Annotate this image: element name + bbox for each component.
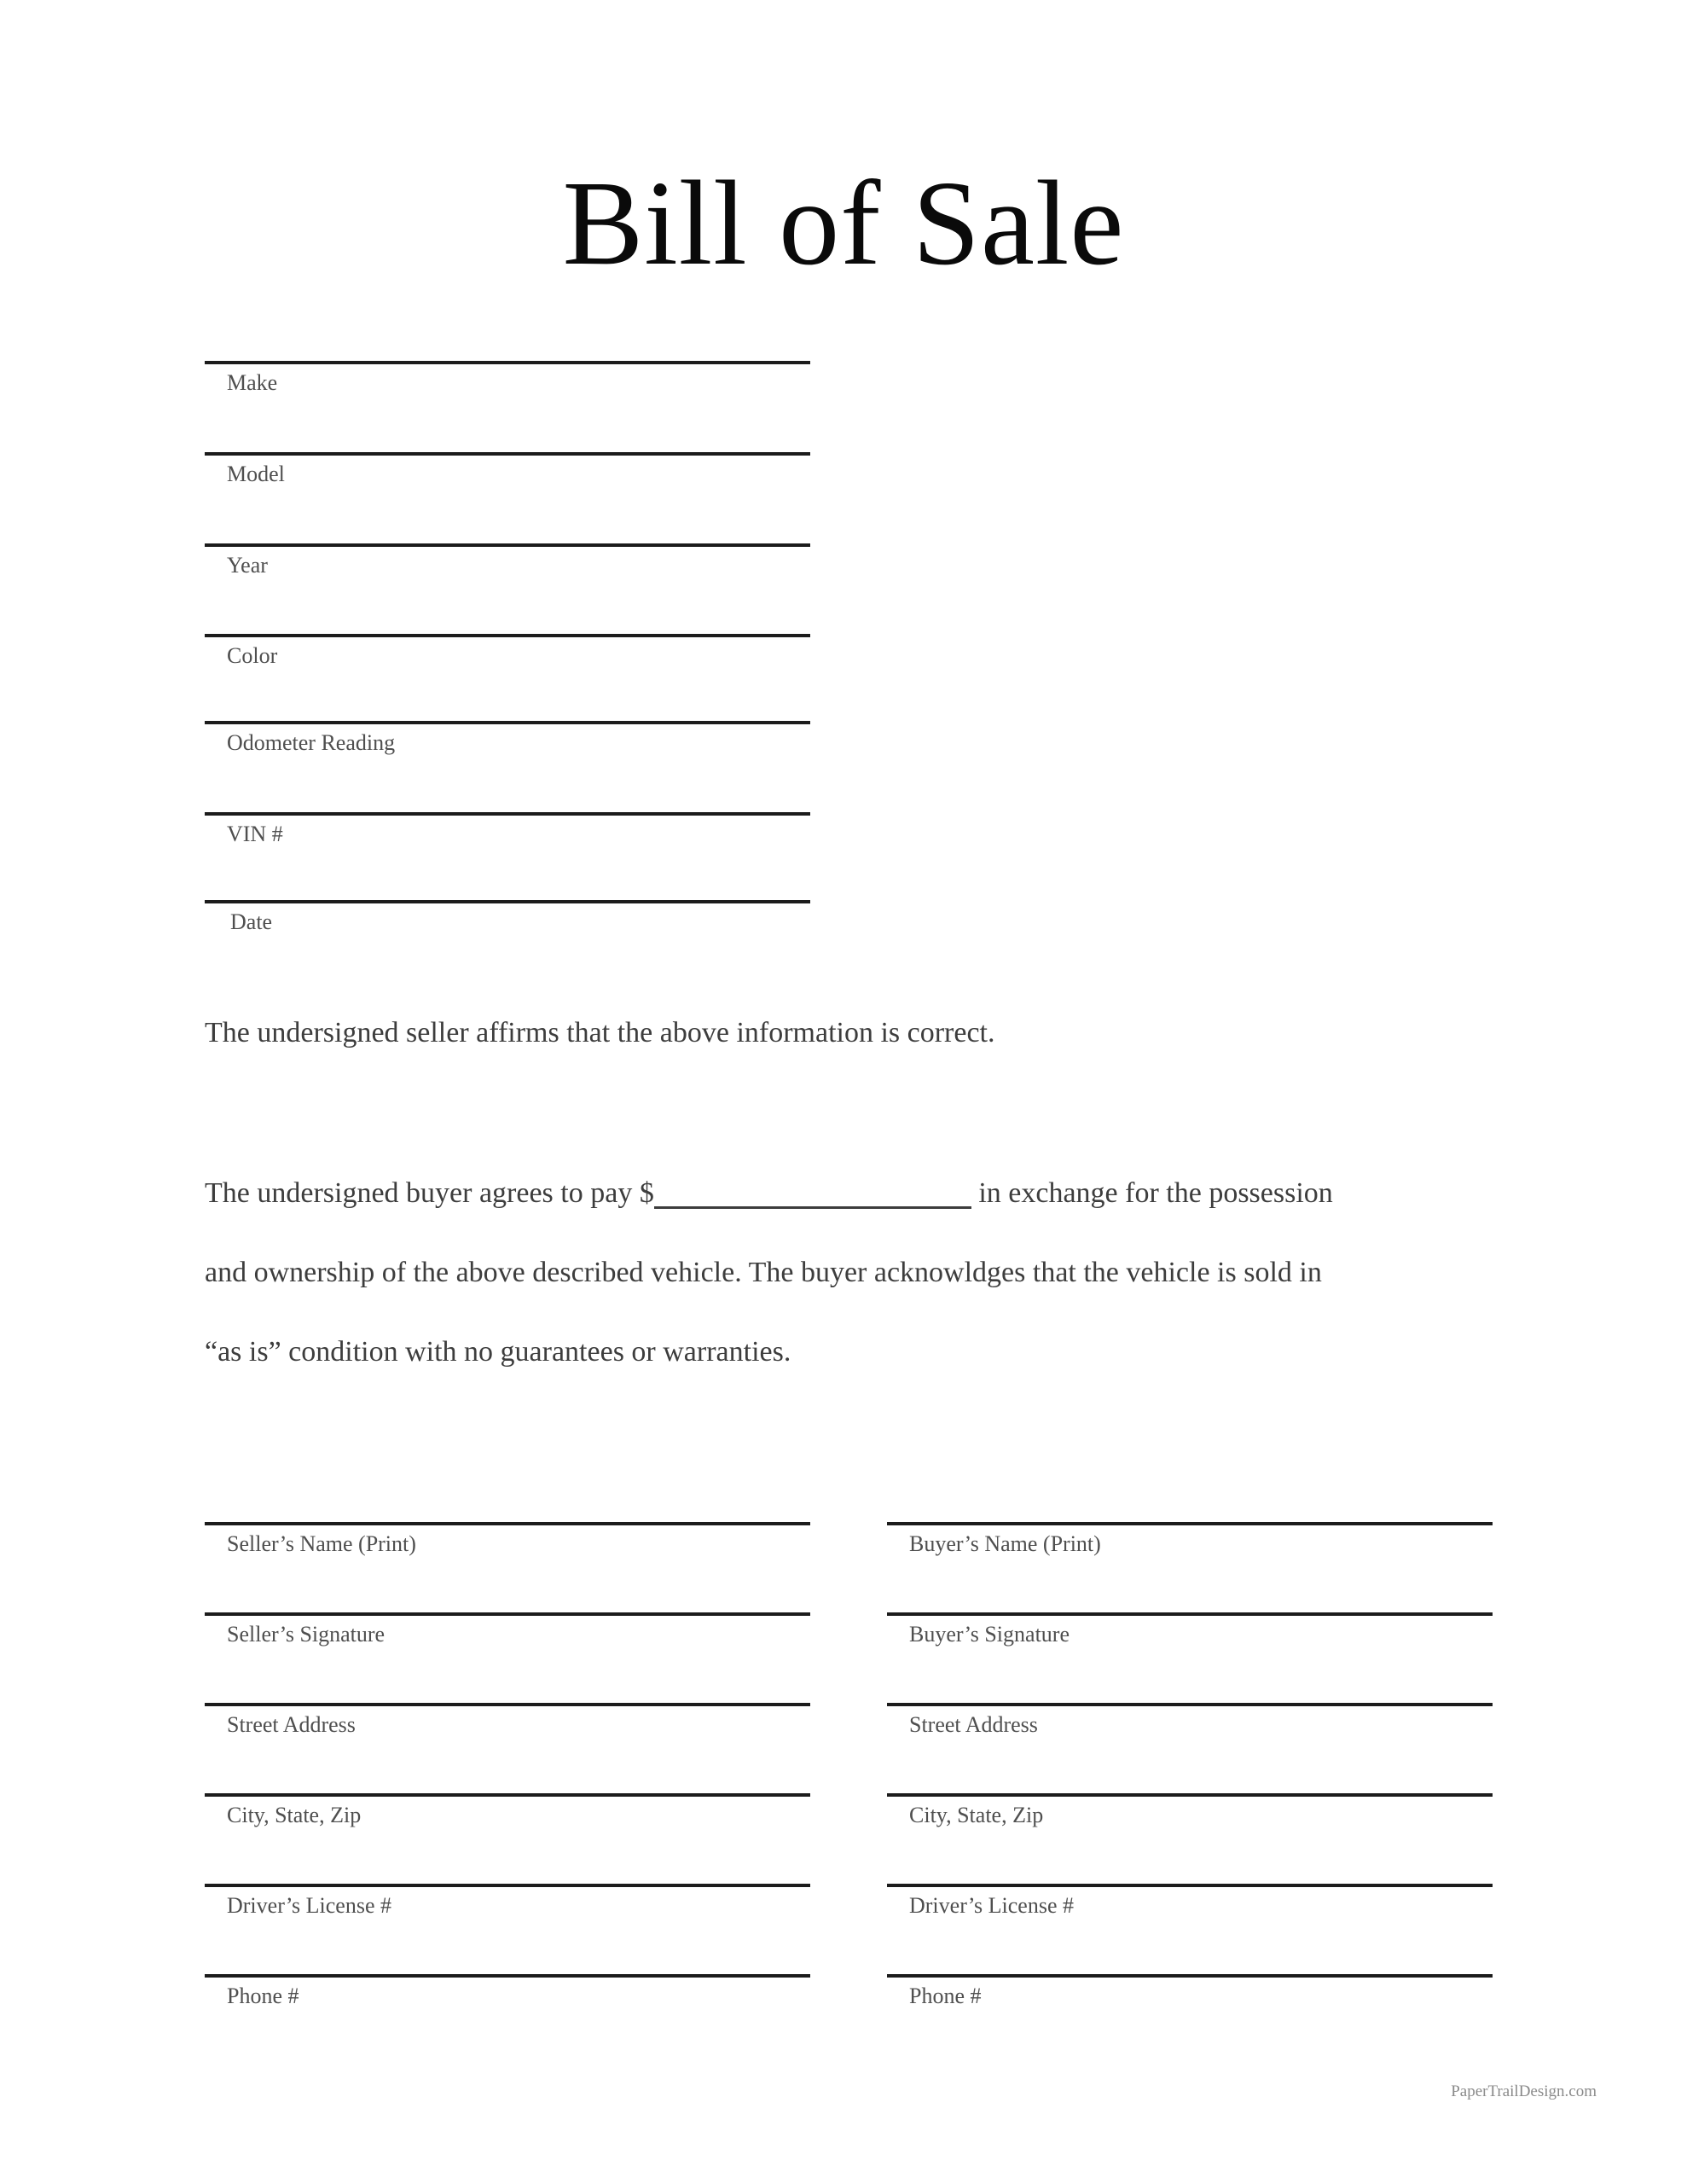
seller-street-address-label: Street Address (227, 1712, 356, 1737)
page-title: Bill of Sale (562, 155, 1125, 290)
buyer-phone-label: Phone # (909, 1984, 982, 2008)
year-label: Year (227, 553, 268, 578)
buyer-agreement-line-1 (205, 1179, 1333, 1208)
seller-signature-label: Seller’s Signature (227, 1622, 386, 1647)
color-field-line[interactable] (205, 634, 810, 700)
buyer-agreement-line-1-before: The undersigned buyer agrees to pay $ (205, 1177, 654, 1209)
make-field-line[interactable] (205, 361, 810, 427)
buyer-street-address-label: Street Address (909, 1712, 1038, 1737)
seller-name-field-line[interactable] (205, 1522, 810, 1589)
vin-label: VIN # (227, 822, 283, 846)
buyer-phone-field-line[interactable] (887, 1974, 1493, 2041)
buyer-street-address-field-line[interactable] (887, 1703, 1493, 1769)
buyer-drivers-license-label: Driver’s License # (909, 1893, 1075, 1918)
model-label: Model (227, 462, 285, 486)
buyer-agreement-line-1-after: in exchange for the possession (971, 1177, 1333, 1209)
buyer-name-label: Buyer’s Name (Print) (909, 1531, 1101, 1556)
seller-affirmation-text: The undersigned seller affirms that the above information is correct. (205, 1017, 995, 1048)
buyer-signature-label: Buyer’s Signature (909, 1622, 1070, 1647)
seller-phone-field-line[interactable] (205, 1974, 810, 2041)
buyer-agreement-line-3: “as is” condition with no guarantees or warranties. (205, 1336, 791, 1368)
odometer-label: Odometer Reading (227, 730, 396, 755)
buyer-city-state-zip-field-line[interactable] (887, 1793, 1493, 1860)
make-label: Make (227, 370, 278, 395)
year-field-line[interactable] (205, 543, 810, 610)
model-field-line[interactable] (205, 452, 810, 519)
seller-city-state-zip-label: City, State, Zip (227, 1803, 362, 1827)
color-label: Color (227, 643, 278, 668)
buyer-name-field-line[interactable] (887, 1522, 1493, 1589)
date-field-line[interactable] (205, 900, 810, 967)
seller-city-state-zip-field-line[interactable] (205, 1793, 810, 1860)
seller-name-label: Seller’s Name (Print) (227, 1531, 416, 1556)
brand-footer: PaperTrailDesign.com (1451, 2082, 1597, 2100)
seller-drivers-license-label: Driver’s License # (227, 1893, 392, 1918)
buyer-agreement-line-2: and ownership of the above described vehicle. The buyer acknowldges that the vehicle is sold in (205, 1257, 1322, 1288)
date-label: Date (230, 909, 273, 934)
vin-field-line[interactable] (205, 812, 810, 879)
seller-signature-field-line[interactable] (205, 1612, 810, 1679)
odometer-field-line[interactable] (205, 721, 810, 787)
seller-drivers-license-field-line[interactable] (205, 1884, 810, 1950)
buyer-signature-field-line[interactable] (887, 1612, 1493, 1679)
price-blank-line[interactable] (654, 1206, 971, 1209)
seller-phone-label: Phone # (227, 1984, 299, 2008)
seller-street-address-field-line[interactable] (205, 1703, 810, 1769)
buyer-drivers-license-field-line[interactable] (887, 1884, 1493, 1950)
buyer-city-state-zip-label: City, State, Zip (909, 1803, 1044, 1827)
